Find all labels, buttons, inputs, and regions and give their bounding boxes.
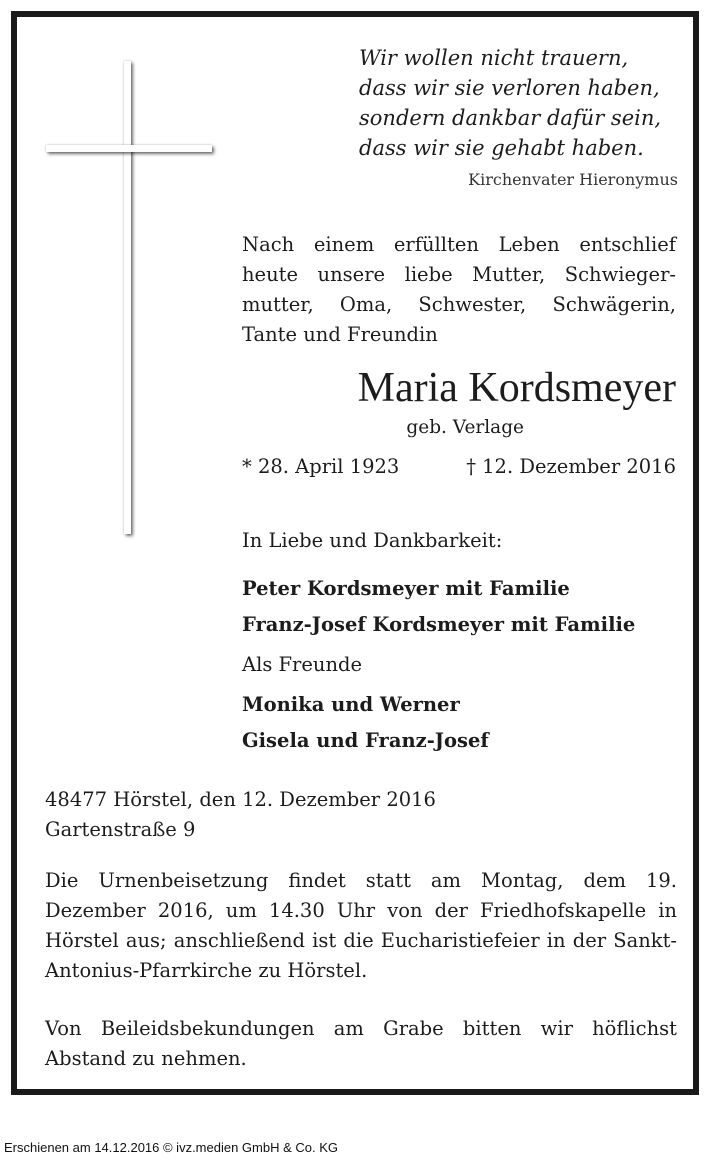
poem-line: sondern dankbar dafür sein, <box>359 106 662 130</box>
maiden-name: geb. Verlage <box>406 417 524 438</box>
birth-date: * 28. April 1923 <box>242 455 400 478</box>
friends-list <box>242 687 489 759</box>
friend-entry: Gisela und Franz-Josef <box>242 729 489 752</box>
family-list <box>242 571 635 643</box>
publication-footer: Erschienen am 14.12.2016 © ivz.medien GmbH & Co. KG <box>4 1140 339 1155</box>
place-date: 48477 Hörstel, den 12. Dezember 2016 <box>45 788 436 811</box>
poem-line: dass wir sie verloren haben, <box>359 76 660 100</box>
poem-line: Wir wollen nicht trauern, <box>359 46 629 70</box>
death-date: † 12. Dezember 2016 <box>466 455 676 478</box>
cross-vertical-beam <box>124 61 131 534</box>
poem-quote <box>359 43 679 163</box>
cross-horizontal-beam <box>46 145 212 152</box>
obituary-notice <box>11 11 699 1095</box>
deceased-name: Maria Kordsmeyer <box>357 365 676 411</box>
family-entry: Peter Kordsmeyer mit Familie <box>242 577 570 600</box>
friends-label: Als Freunde <box>242 653 363 676</box>
street: Gartenstraße 9 <box>45 818 196 841</box>
poem-author: Kirchenvater Hieronymus <box>468 170 678 189</box>
funeral-info: Die Urnenbeisetzung findet statt am Montag, dem 19. Dezember 2016, um 14.30 Uhr von der Friedhofskapelle in Hörstel aus; anschließend ist die Eucharistiefeier in der Sankt-Antonius-Pfarrkirche zu Hörstel. <box>45 869 677 982</box>
family-entry: Franz-Josef Kordsmeyer mit Familie <box>242 613 636 636</box>
mourners-label: In Liebe und Dankbarkeit: <box>242 529 503 552</box>
intro-text: Nach einem erfüllten Leben entschlief heute unsere liebe Mutter, Schwieger-mutter, Oma, Schwester, Schwägerin, Tante und Freundin <box>242 233 676 346</box>
friend-entry: Monika und Werner <box>242 693 460 716</box>
poem-line: dass wir sie gehabt haben. <box>359 136 644 160</box>
address-block <box>45 785 436 845</box>
condolence-note: Von Beileidsbekundungen am Grabe bitten wir höflichst Abstand zu nehmen. <box>45 1017 677 1070</box>
